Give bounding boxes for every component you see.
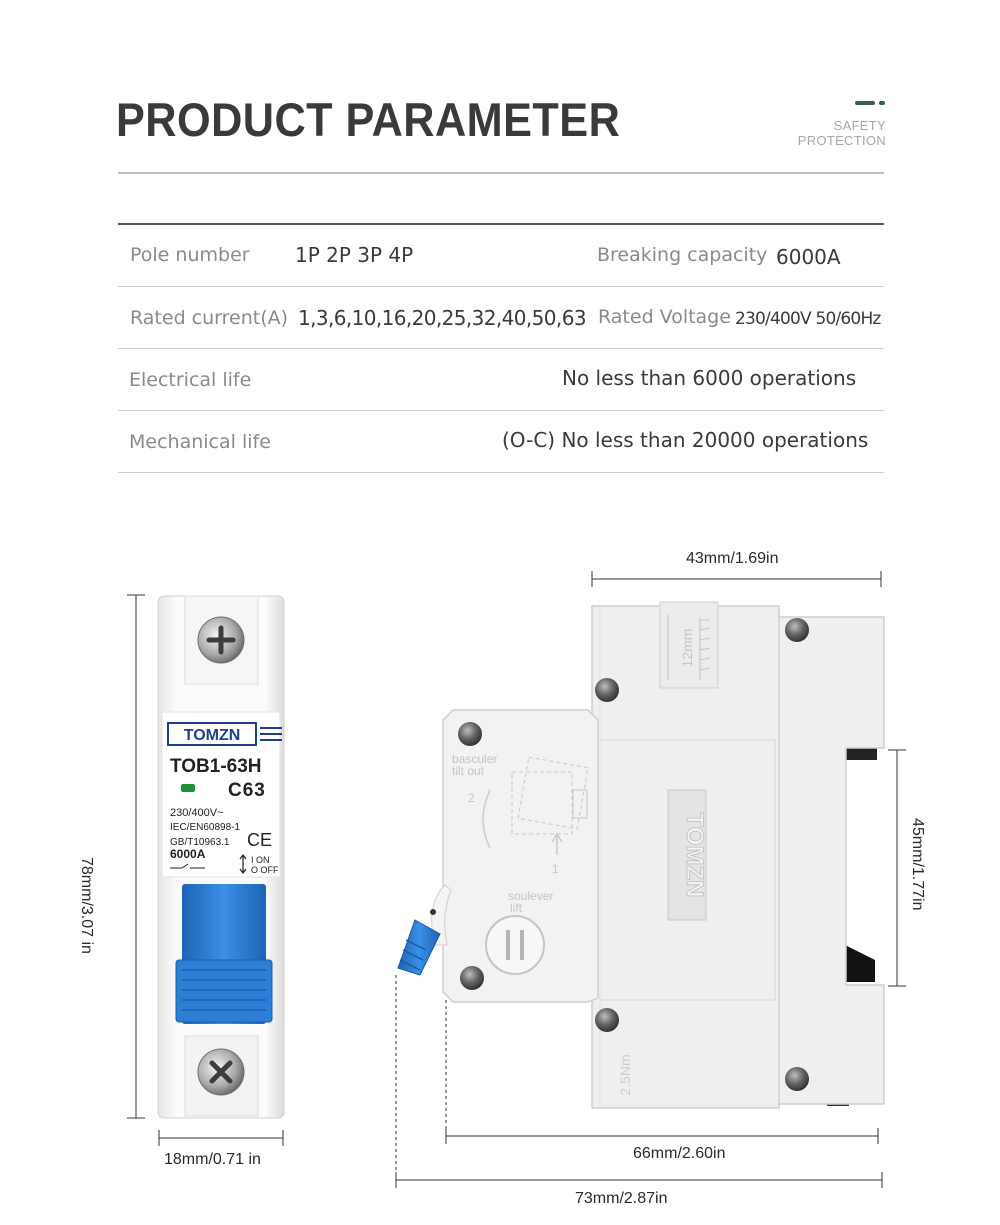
step2-text: 2 — [468, 791, 475, 805]
ce-mark-icon: CE — [247, 830, 273, 850]
tagline-protection: PROTECTION — [797, 133, 886, 148]
rated-current-label: Rated current(A) — [130, 307, 289, 329]
rivet-icon — [595, 1008, 619, 1032]
front-capacity-text: 6000A — [170, 847, 206, 861]
breaker-side-view — [398, 602, 884, 1108]
front-rating-text: C63 — [228, 780, 266, 801]
front-off-label: O OFF — [251, 865, 279, 875]
front-on-label: I ON — [251, 855, 270, 865]
mechanical-life-label: Mechanical life — [129, 431, 271, 453]
electrical-life-value: No less than 6000 operations — [562, 366, 857, 390]
breaker-front-view — [158, 596, 284, 1118]
side-total-depth-dimension: 73mm/2.87in — [575, 1190, 668, 1207]
front-standard2-text: GB/T10963.1 — [170, 837, 230, 848]
breaking-capacity-value: 6000A — [776, 245, 841, 269]
tilt-text-1: basculer — [452, 752, 498, 766]
front-standard1-text: IEC/EN60898-1 — [170, 822, 241, 833]
rivet-icon — [460, 966, 484, 990]
electrical-life-label: Electrical life — [129, 369, 252, 391]
rated-voltage-value: 230/400V 50/60Hz — [735, 309, 881, 329]
front-width-dimension: 18mm/0.71 in — [164, 1151, 261, 1168]
side-brand-text: TOMZN — [681, 812, 708, 898]
lift-text-1: soulever — [508, 889, 554, 903]
rated-current-value: 1,3,6,10,16,20,25,32,40,50,63 — [298, 306, 586, 330]
side-top-width-dimension: 43mm/1.69in — [686, 550, 779, 567]
side-rail-height-dimension: 45mm/1.77in — [909, 818, 926, 911]
pole-number-label: Pole number — [130, 244, 250, 266]
rivet-icon — [458, 722, 482, 746]
torque-text: 2.5Nm — [617, 1054, 633, 1096]
front-height-dimension: 78mm/3.07 in — [78, 857, 95, 954]
tilt-text-2: tilt out — [452, 764, 485, 778]
mechanical-life-value: (O-C) No less than 20000 operations — [502, 428, 869, 452]
tagline-safety: SAFETY — [833, 118, 886, 133]
side-screw-socket-icon — [486, 916, 544, 974]
step1-text: 1 — [552, 862, 559, 876]
rivet-icon — [785, 1067, 809, 1091]
status-led-icon — [181, 784, 195, 792]
strip-length-text: 12mm — [679, 628, 695, 668]
rivet-icon — [595, 678, 619, 702]
front-model-text: TOB1-63H — [170, 756, 262, 777]
rivet-icon — [785, 618, 809, 642]
page-title: PRODUCT PARAMETER — [116, 93, 621, 146]
front-brand-text: TOMZN — [183, 727, 241, 744]
side-body-depth-dimension: 66mm/2.60in — [633, 1145, 726, 1162]
rated-voltage-label: Rated Voltage — [598, 306, 731, 328]
pole-number-value: 1P 2P 3P 4P — [295, 243, 414, 267]
front-voltage-text: 230/400V~ — [170, 807, 224, 819]
lift-text-2: lift — [510, 901, 522, 915]
breaking-capacity-label: Breaking capacity — [597, 244, 768, 266]
